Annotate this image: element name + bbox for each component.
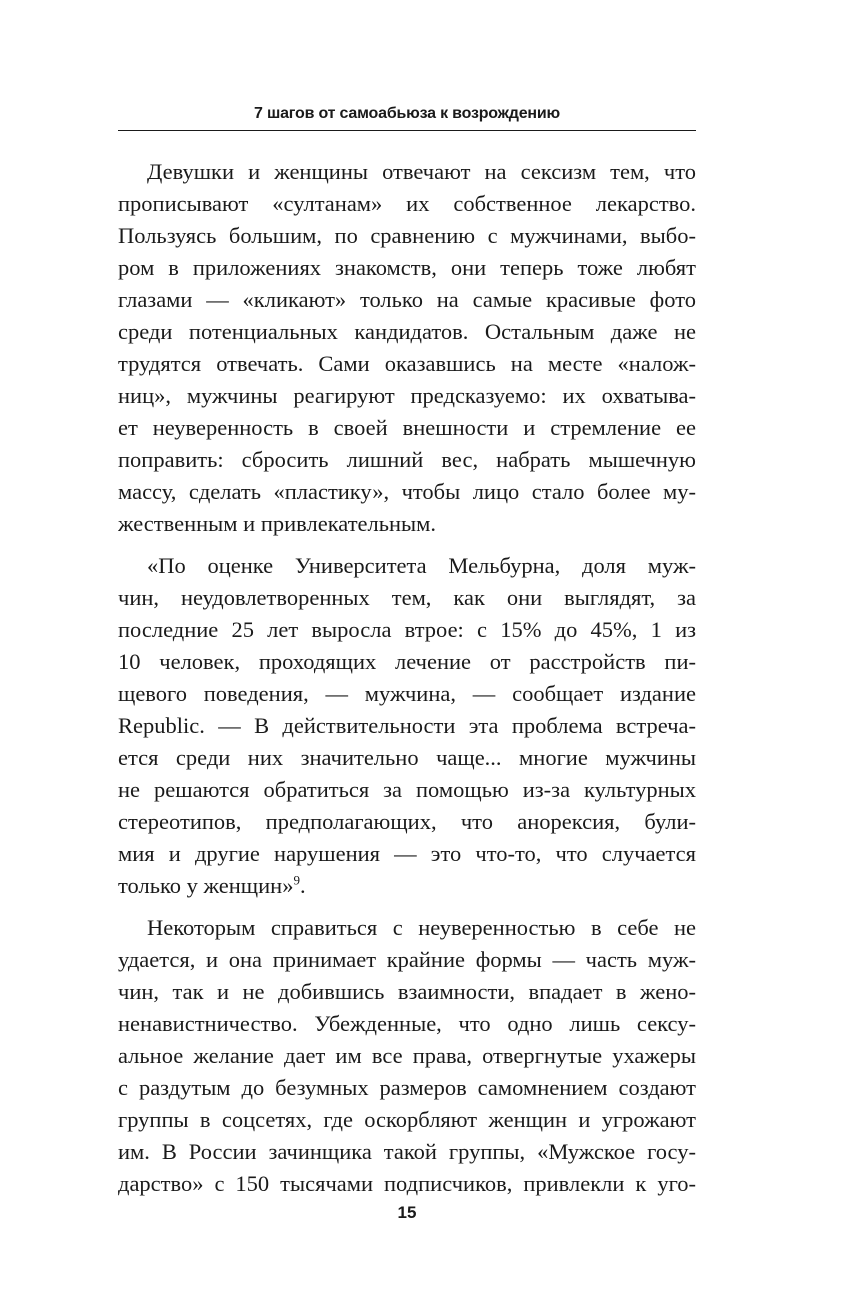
text-line: ром в приложениях знакомств, они теперь тоже любят <box>118 255 696 280</box>
text-line: стереотипов, предполагающих, что анорексия, були- <box>118 809 696 834</box>
running-title: 7 шагов от самоабьюза к возрождению <box>254 105 560 122</box>
text-line: чин, неудовлетворенных тем, как они выглядят, за <box>118 585 696 610</box>
text-line: последние 25 лет выросла втрое: с 15% до 45%, 1 из <box>118 617 696 642</box>
text-line: с раздутым до безумных размеров самомнением создают <box>118 1075 696 1100</box>
text-line: им. В России зачинщика такой группы, «Мужское госу- <box>118 1139 696 1164</box>
text-line: 10 человек, проходящих лечение от расстройств пи- <box>118 649 696 674</box>
text-line: только у женщин»$^9$. <box>118 872 306 898</box>
header-rule <box>118 130 696 131</box>
text-line: Republic. — В действительности эта проблема встреча- <box>118 713 696 738</box>
text-line: чин, так и не добившись взаимности, впадает в жено- <box>118 979 696 1004</box>
text-line: среди потенциальных кандидатов. Остальным даже не <box>118 319 696 344</box>
text-line: ненавистничество. Убежденные, что одно лишь сексу- <box>118 1011 696 1036</box>
text-line: удается, и она принимает крайние формы — часть муж- <box>118 947 696 972</box>
text-line: группы в соцсетях, где оскорбляют женщин и угрожают <box>118 1107 696 1132</box>
text-line: Пользуясь большим, по сравнению с мужчинами, выбо- <box>118 223 696 248</box>
paragraph-2-quote <box>118 550 696 902</box>
text-line: прописывают «султанам» их собственное лекарство. <box>118 191 696 216</box>
text-line: Некоторым справиться с неуверенностью в себе не <box>147 915 696 940</box>
page-number: 15 <box>397 1203 417 1222</box>
footnote-reference[interactable]: 9 <box>293 872 300 888</box>
text-line: дарство» с 150 тысячами подписчиков, привлекли к уго- <box>118 1171 696 1196</box>
text-line: трудятся отвечать. Сами оказавшись на месте «налож- <box>118 351 696 376</box>
trailing-punctuation: . <box>299 873 306 898</box>
text-line: поправить: сбросить лишний вес, набрать мышечную <box>118 447 696 472</box>
paragraph-1 <box>118 156 696 540</box>
paragraph-3 <box>118 912 696 1200</box>
text-line: ниц», мужчины реагируют предсказуемо: их охватыва- <box>118 383 696 408</box>
text-line: жественным и привлекательным. <box>118 511 437 536</box>
text-line: глазами — «кликают» только на самые красивые фото <box>118 287 696 312</box>
body-text <box>118 156 696 1200</box>
text-line: массу, сделать «пластику», чтобы лицо стало более му- <box>118 479 696 504</box>
text-line: щевого поведения, — мужчина, — сообщает издание <box>118 681 696 706</box>
text-line: альное желание дает им все права, отвергнутые ухажеры <box>118 1043 696 1068</box>
text-line: Девушки и женщины отвечают на сексизм тем, что <box>147 159 696 184</box>
text-line: «По оценке Университета Мельбурна, доля муж- <box>147 553 696 578</box>
text-line: мия и другие нарушения — это что-то, что случается <box>118 841 696 866</box>
text-line: ет неуверенность в своей внешности и стремление ее <box>118 415 696 440</box>
text-line: не решаются обратиться за помощью из-за культурных <box>118 777 696 802</box>
text-line: ется среди них значительно чаще... многие мужчины <box>118 745 696 770</box>
